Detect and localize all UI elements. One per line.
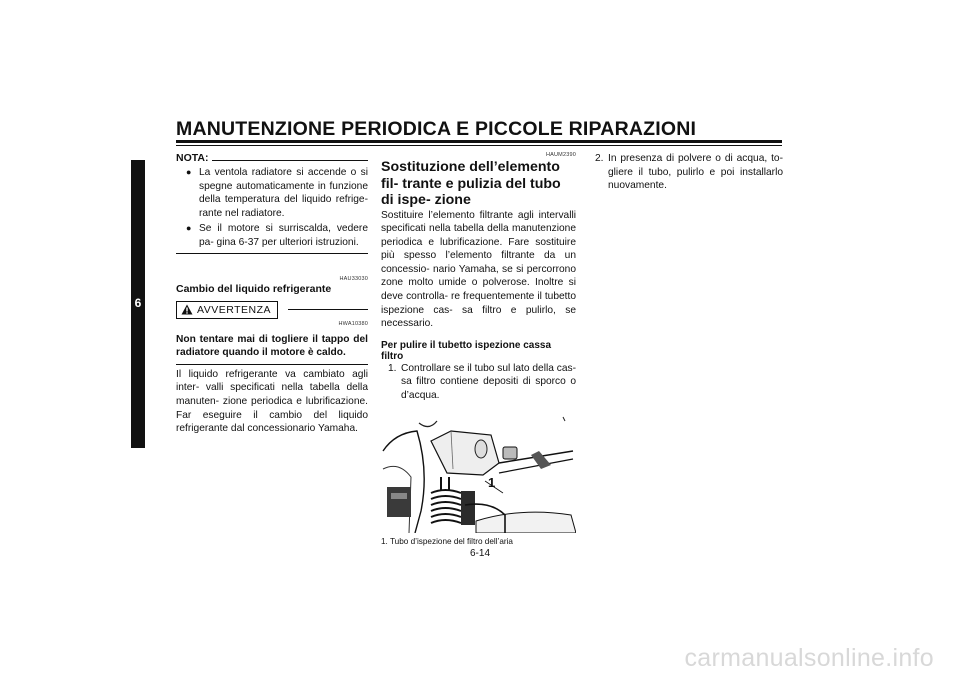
- nota-label: NOTA:: [176, 152, 209, 164]
- bullet-dot-icon: ●: [186, 167, 192, 177]
- section-heading: Sostituzione dell’elemento fil- trante e pulizia del tubo di ispe- zione: [381, 159, 561, 208]
- warning-badge: [176, 301, 278, 319]
- procedure-step: [388, 362, 576, 403]
- section-code: HAU33030: [339, 275, 368, 282]
- warning-triangle-icon: [181, 304, 193, 315]
- column-middle: [381, 152, 576, 546]
- header-rule-thick: [176, 140, 782, 143]
- step-text: Controllare se il tubo sul lato della cas- sa filtro contiene depositi di sporco o d’acqua.: [401, 362, 576, 402]
- body-paragraph: Il liquido refrigerante va cambiato agli inter- valli specificati nella tabella della manuten- zione periodica e lubrificazione. Far eseguire il cambio del liquido refrigerante dal concessionario Yamaha.: [176, 368, 368, 435]
- chapter-tab-number: 6: [134, 296, 142, 310]
- page-number: 6-14: [469, 548, 490, 559]
- bullet-dot-icon: ●: [186, 223, 192, 234]
- procedure-heading: Per pulire il tubetto ispezione cassa filtro: [381, 339, 552, 362]
- nota-bullet: [186, 166, 368, 220]
- watermark: carmanualsonline.info: [684, 644, 934, 672]
- procedure-step: [595, 152, 783, 193]
- section-heading: Cambio del liquido refrigerante: [176, 282, 332, 295]
- figure-callout-label: 1: [488, 474, 496, 490]
- warning-text: Non tentare mai di togliere il tappo del radiatore quando il motore è caldo.: [176, 333, 368, 359]
- nota-header: [176, 152, 368, 164]
- step-number: 2.: [595, 153, 604, 164]
- warning-code: HWA10380: [338, 320, 368, 327]
- warning-end-rule: [176, 364, 368, 365]
- section-code: HAUM2390: [545, 152, 576, 158]
- warning-header: [176, 301, 368, 319]
- nota-bullet: [186, 222, 368, 249]
- nota-end-rule: [176, 253, 368, 254]
- nota-bullet-text: Se il motore si surriscalda, vedere pa- gina 6-37 per ulteriori istruzioni.: [199, 223, 368, 248]
- figure-caption: 1. Tubo d’ispezione del filtro dell’aria: [381, 536, 513, 546]
- header-rule-thin: [176, 145, 782, 146]
- warning-label: AVVERTENZA: [197, 303, 272, 316]
- step-number: 1.: [388, 362, 397, 374]
- air-filter-photo: [381, 411, 576, 533]
- column-left: [176, 152, 368, 436]
- step-text: In presenza di polvere o di acqua, to- gliere il tubo, pulirlo e poi installarlo nuovamente.: [608, 153, 783, 192]
- warning-rule: [288, 309, 368, 310]
- nota-rule: [212, 160, 368, 161]
- page-title: MANUTENZIONE PERIODICA E PICCOLE RIPARAZIONI: [176, 118, 697, 140]
- nota-bullet-text: La ventola radiatore si accende o si spegne automaticamente in funzione della temperatura del liquido refrige- rante nel radiatore.: [199, 167, 368, 219]
- body-paragraph: Sostituire l’elemento filtrante agli intervalli specificati nella tabella della manutenzione periodica e lubrificazione. Fare sostituire più spesso l’elemento filtrante da un concessio- nario Yamaha, se si percorrono zone molto umide o polverose. Inoltre si deve controlla- re frequentemente il tubetto ispezione cas- sa filtro e pulirlo, se necessario.: [381, 209, 576, 330]
- column-right: [595, 152, 783, 193]
